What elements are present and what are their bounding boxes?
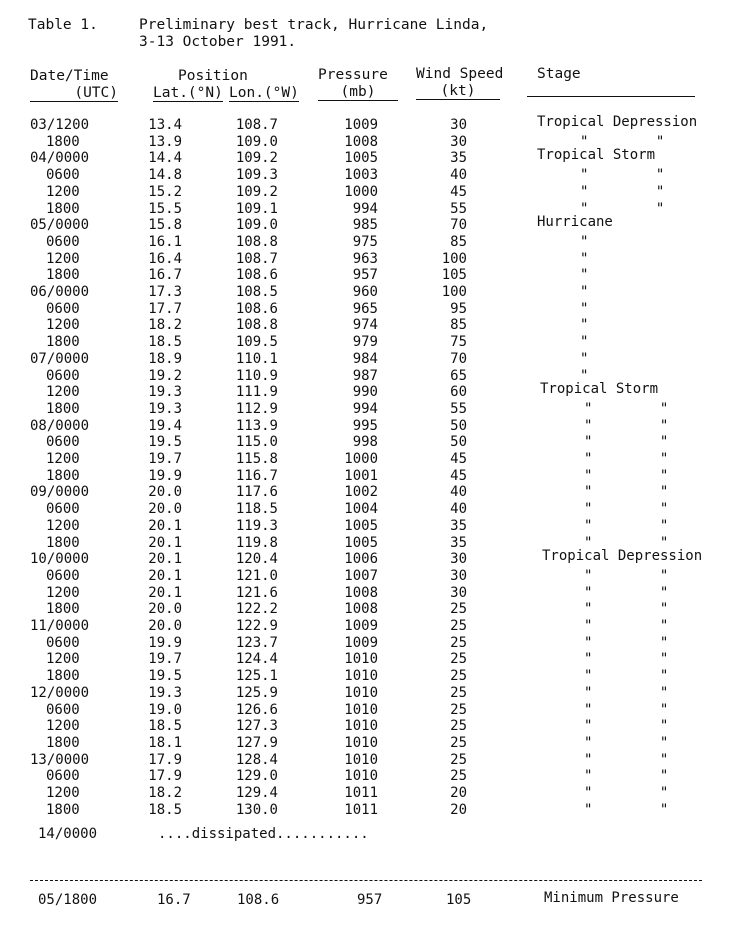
header-date-time: Date/Time	[30, 68, 109, 84]
cell-datetime: 1800	[46, 467, 80, 484]
cell-lat: 16.4	[148, 250, 182, 267]
cell-lon: 117.6	[235, 484, 278, 501]
cell-lon: 129.4	[235, 785, 278, 801]
cell-datetime: 0600	[46, 233, 80, 250]
cell-w: 25	[450, 601, 467, 618]
cell-datetime: 1800	[46, 200, 80, 217]
cell-datetime: 0600	[46, 300, 80, 317]
cell-stage-ditto: " "	[584, 734, 669, 751]
header-mb: (mb)	[318, 84, 398, 101]
cell-datetime: 1200	[46, 183, 80, 200]
cell-lat: 15.2	[148, 183, 182, 200]
cell-datetime: 1200	[46, 785, 80, 801]
cell-datetime: 1800	[46, 601, 80, 618]
cell-stage: Tropical Depression	[542, 548, 703, 565]
cell-w: 30	[450, 584, 467, 601]
cell-datetime: 06/0000	[30, 284, 90, 300]
cell-lat: 15.8	[148, 217, 182, 234]
cell-lat: 17.9	[148, 751, 182, 768]
cell-lon: 130.0	[235, 801, 278, 818]
cell-lon: 121.6	[235, 584, 278, 601]
table-title-line1: Preliminary best track, Hurricane Linda,	[139, 17, 489, 33]
cell-stage-ditto: " "	[584, 651, 669, 668]
cell-datetime: 1800	[46, 668, 80, 685]
cell-w: 85	[450, 233, 467, 250]
cell-lat: 17.7	[148, 300, 182, 317]
cell-w: 25	[450, 634, 467, 651]
summary-divider	[30, 880, 702, 881]
cell-p: 1011	[344, 801, 378, 818]
cell-datetime: 08/0000	[30, 417, 90, 434]
cell-w: 25	[450, 701, 467, 718]
cell-p: 1004	[344, 501, 378, 518]
cell-w: 20	[450, 785, 467, 801]
header-stage: Stage	[537, 66, 581, 82]
cell-lon: 115.0	[235, 434, 278, 451]
cell-p: 1008	[344, 601, 378, 618]
cell-p: 1005	[344, 517, 378, 534]
cell-p: 965	[352, 300, 378, 317]
cell-datetime: 1800	[46, 801, 80, 818]
cell-p: 1007	[344, 567, 378, 584]
cell-lon: 109.0	[235, 133, 278, 150]
header-lat: Lat.(°N)	[153, 85, 223, 101]
cell-lon: 109.5	[235, 334, 278, 351]
cell-datetime: 11/0000	[30, 618, 90, 634]
cell-datetime: 1200	[46, 451, 80, 467]
cell-lat: 18.5	[148, 334, 182, 351]
cell-p: 1010	[344, 718, 378, 735]
cell-datetime: 1200	[46, 384, 80, 401]
cell-lat: 20.0	[148, 618, 182, 634]
cell-lat: 19.5	[148, 668, 182, 685]
cell-p: 1010	[344, 684, 378, 701]
cell-stage-ditto: " "	[584, 634, 669, 651]
cell-datetime: 03/1200	[30, 117, 90, 133]
cell-stage-ditto: " "	[584, 567, 669, 584]
cell-lon: 125.1	[235, 668, 278, 685]
cell-p: 1002	[344, 484, 378, 501]
cell-stage-ditto: "	[580, 334, 589, 351]
cell-lat: 13.4	[148, 117, 182, 133]
cell-w: 100	[441, 284, 467, 300]
cell-lat: 18.2	[148, 317, 182, 334]
cell-p: 979	[352, 334, 378, 351]
cell-lon: 110.1	[235, 350, 278, 367]
summary-lon: 108.6	[237, 892, 280, 908]
header-pressure: Pressure	[318, 67, 388, 83]
cell-p: 1003	[344, 167, 378, 184]
dissipated-datetime: 14/0000	[38, 826, 98, 842]
cell-p: 985	[352, 217, 378, 234]
cell-stage-ditto: " "	[584, 534, 669, 551]
cell-w: 25	[450, 651, 467, 668]
cell-stage: Tropical Storm	[537, 147, 656, 164]
header-lon: Lon.(°W)	[229, 85, 299, 101]
cell-lat: 19.5	[148, 434, 182, 451]
cell-lon: 112.9	[235, 400, 278, 417]
cell-stage-ditto: " "	[584, 718, 669, 735]
cell-stage-ditto: "	[580, 367, 589, 384]
cell-datetime: 1800	[46, 133, 80, 150]
table-title-line2: 3-13 October 1991.	[139, 34, 297, 50]
cell-lat: 15.5	[148, 200, 182, 217]
cell-w: 30	[450, 567, 467, 584]
cell-w: 105	[441, 267, 467, 284]
cell-p: 1008	[344, 133, 378, 150]
cell-lat: 18.9	[148, 350, 182, 367]
cell-lon: 109.0	[235, 217, 278, 234]
cell-lat: 18.1	[148, 734, 182, 751]
cell-stage-ditto: " "	[584, 701, 669, 718]
cell-p: 1000	[344, 451, 378, 467]
cell-p: 994	[352, 200, 378, 217]
cell-stage: Tropical Depression	[537, 114, 698, 130]
cell-stage-ditto: " "	[584, 684, 669, 701]
cell-lon: 109.3	[235, 167, 278, 184]
cell-lon: 119.3	[235, 517, 278, 534]
cell-lon: 121.0	[235, 567, 278, 584]
cell-lon: 108.6	[235, 267, 278, 284]
cell-datetime: 0600	[46, 701, 80, 718]
cell-lon: 108.8	[235, 233, 278, 250]
cell-w: 50	[450, 417, 467, 434]
cell-stage-ditto: " "	[584, 484, 669, 501]
cell-stage-ditto: "	[580, 317, 589, 334]
cell-lon: 126.6	[235, 701, 278, 718]
cell-lon: 108.8	[235, 317, 278, 334]
cell-stage-ditto: "	[580, 350, 589, 367]
table-label: Table 1.	[28, 17, 98, 33]
cell-datetime: 1200	[46, 584, 80, 601]
cell-datetime: 12/0000	[30, 684, 90, 701]
cell-datetime: 13/0000	[30, 751, 90, 768]
cell-w: 60	[450, 384, 467, 401]
cell-lon: 108.7	[235, 117, 278, 133]
cell-lat: 19.2	[148, 367, 182, 384]
cell-datetime: 07/0000	[30, 350, 90, 367]
cell-p: 1008	[344, 584, 378, 601]
cell-lat: 20.1	[148, 517, 182, 534]
cell-lon: 125.9	[235, 684, 278, 701]
cell-p: 974	[352, 317, 378, 334]
cell-p: 975	[352, 233, 378, 250]
cell-lon: 124.4	[235, 651, 278, 668]
cell-w: 40	[450, 484, 467, 501]
cell-lon: 109.2	[235, 150, 278, 167]
cell-stage-ditto: " "	[580, 183, 665, 200]
cell-p: 1009	[344, 618, 378, 634]
cell-w: 35	[450, 534, 467, 551]
cell-w: 50	[450, 434, 467, 451]
cell-stage-ditto: "	[580, 284, 589, 300]
cell-p: 1009	[344, 117, 378, 133]
cell-p: 957	[352, 267, 378, 284]
cell-w: 100	[441, 250, 467, 267]
cell-w: 75	[450, 334, 467, 351]
cell-p: 987	[352, 367, 378, 384]
cell-lon: 116.7	[235, 467, 278, 484]
summary-lat: 16.7	[157, 892, 191, 908]
cell-lat: 16.1	[148, 233, 182, 250]
cell-stage-ditto: " "	[584, 400, 669, 417]
header-wind-speed: Wind Speed	[416, 66, 504, 82]
cell-stage-ditto: " "	[580, 200, 665, 217]
cell-stage-ditto: "	[580, 233, 589, 250]
cell-lat: 19.3	[148, 384, 182, 401]
cell-lat: 20.0	[148, 501, 182, 518]
cell-p: 1010	[344, 668, 378, 685]
summary-wind: 105	[446, 892, 472, 908]
cell-w: 25	[450, 751, 467, 768]
cell-lat: 19.3	[148, 400, 182, 417]
cell-w: 55	[450, 200, 467, 217]
cell-lon: 113.9	[235, 417, 278, 434]
cell-p: 994	[352, 400, 378, 417]
cell-datetime: 1200	[46, 651, 80, 668]
cell-lon: 109.2	[235, 183, 278, 200]
cell-lon: 118.5	[235, 501, 278, 518]
cell-stage-ditto: "	[580, 250, 589, 267]
header-kt: (kt)	[416, 83, 500, 100]
cell-p: 1006	[344, 551, 378, 568]
cell-datetime: 0600	[46, 634, 80, 651]
cell-lat: 19.3	[148, 684, 182, 701]
cell-stage-ditto: " "	[580, 133, 665, 150]
cell-p: 984	[352, 350, 378, 367]
cell-w: 25	[450, 618, 467, 634]
cell-p: 1005	[344, 534, 378, 551]
cell-p: 1010	[344, 751, 378, 768]
cell-lon: 129.0	[235, 768, 278, 785]
cell-w: 65	[450, 367, 467, 384]
cell-p: 1000	[344, 183, 378, 200]
cell-lon: 109.1	[235, 200, 278, 217]
cell-lat: 20.0	[148, 601, 182, 618]
cell-stage-ditto: " "	[584, 601, 669, 618]
cell-lat: 19.4	[148, 417, 182, 434]
cell-lon: 119.8	[235, 534, 278, 551]
cell-p: 990	[352, 384, 378, 401]
cell-w: 35	[450, 517, 467, 534]
cell-stage-ditto: " "	[584, 517, 669, 534]
cell-w: 70	[450, 217, 467, 234]
cell-w: 45	[450, 467, 467, 484]
cell-w: 25	[450, 734, 467, 751]
header-position: Position	[178, 68, 248, 84]
cell-w: 70	[450, 350, 467, 367]
cell-stage-ditto: "	[580, 300, 589, 317]
cell-lon: 127.9	[235, 734, 278, 751]
cell-lon: 110.9	[235, 367, 278, 384]
cell-p: 1001	[344, 467, 378, 484]
cell-lat: 18.5	[148, 718, 182, 735]
cell-w: 55	[450, 400, 467, 417]
cell-stage: Hurricane	[537, 214, 613, 231]
cell-datetime: 04/0000	[30, 150, 90, 167]
cell-p: 1005	[344, 150, 378, 167]
dissipated-text: ....dissipated...........	[158, 826, 369, 842]
cell-lon: 122.2	[235, 601, 278, 618]
cell-lat: 20.1	[148, 534, 182, 551]
cell-lat: 18.5	[148, 801, 182, 818]
summary-pressure: 957	[357, 892, 383, 908]
cell-datetime: 0600	[46, 367, 80, 384]
cell-w: 25	[450, 768, 467, 785]
cell-w: 30	[450, 117, 467, 133]
cell-p: 998	[352, 434, 378, 451]
cell-w: 30	[450, 551, 467, 568]
cell-stage-ditto: " "	[580, 167, 665, 184]
cell-lon: 108.6	[235, 300, 278, 317]
cell-datetime: 0600	[46, 501, 80, 518]
cell-w: 40	[450, 167, 467, 184]
cell-lat: 18.2	[148, 785, 182, 801]
cell-lon: 120.4	[235, 551, 278, 568]
cell-lat: 19.7	[148, 651, 182, 668]
cell-w: 95	[450, 300, 467, 317]
cell-datetime: 1800	[46, 400, 80, 417]
cell-stage-ditto: " "	[584, 618, 669, 634]
cell-w: 25	[450, 668, 467, 685]
cell-p: 1010	[344, 734, 378, 751]
cell-w: 40	[450, 501, 467, 518]
cell-stage-ditto: " "	[584, 785, 669, 801]
cell-p: 960	[352, 284, 378, 300]
cell-p: 1009	[344, 634, 378, 651]
cell-lat: 13.9	[148, 133, 182, 150]
cell-datetime: 09/0000	[30, 484, 90, 501]
cell-w: 20	[450, 801, 467, 818]
stage-underline	[527, 96, 695, 97]
cell-lon: 115.8	[235, 451, 278, 467]
cell-w: 25	[450, 718, 467, 735]
cell-datetime: 1200	[46, 718, 80, 735]
cell-lat: 20.1	[148, 567, 182, 584]
cell-lat: 16.7	[148, 267, 182, 284]
cell-datetime: 1800	[46, 534, 80, 551]
cell-lon: 111.9	[235, 384, 278, 401]
cell-datetime: 0600	[46, 167, 80, 184]
cell-datetime: 0600	[46, 567, 80, 584]
cell-p: 995	[352, 417, 378, 434]
cell-stage-ditto: " "	[584, 417, 669, 434]
cell-lon: 123.7	[235, 634, 278, 651]
cell-datetime: 10/0000	[30, 551, 90, 568]
cell-stage-ditto: " "	[584, 451, 669, 467]
cell-p: 1010	[344, 768, 378, 785]
cell-stage-ditto: " "	[584, 434, 669, 451]
cell-stage-ditto: "	[580, 267, 589, 284]
cell-datetime: 1200	[46, 317, 80, 334]
cell-datetime: 1800	[46, 334, 80, 351]
summary-label: Minimum Pressure	[544, 890, 679, 906]
cell-datetime: 1800	[46, 267, 80, 284]
cell-stage-ditto: " "	[584, 801, 669, 818]
cell-lat: 20.1	[148, 551, 182, 568]
cell-lat: 20.1	[148, 584, 182, 601]
cell-w: 35	[450, 150, 467, 167]
cell-p: 1010	[344, 701, 378, 718]
cell-w: 30	[450, 133, 467, 150]
cell-lat: 14.4	[148, 150, 182, 167]
cell-lon: 128.4	[235, 751, 278, 768]
cell-lon: 108.5	[235, 284, 278, 300]
cell-w: 85	[450, 317, 467, 334]
cell-datetime: 05/0000	[30, 217, 90, 234]
cell-lon: 127.3	[235, 718, 278, 735]
header-utc: (UTC)	[30, 85, 118, 102]
cell-lon: 108.7	[235, 250, 278, 267]
cell-stage-ditto: " "	[584, 768, 669, 785]
cell-stage-ditto: " "	[584, 668, 669, 685]
cell-datetime: 1200	[46, 517, 80, 534]
cell-lon: 122.9	[235, 618, 278, 634]
cell-w: 45	[450, 451, 467, 467]
cell-w: 25	[450, 684, 467, 701]
cell-w: 45	[450, 183, 467, 200]
cell-p: 1010	[344, 651, 378, 668]
cell-datetime: 0600	[46, 768, 80, 785]
cell-datetime: 1800	[46, 734, 80, 751]
cell-stage-ditto: " "	[584, 501, 669, 518]
cell-lat: 19.0	[148, 701, 182, 718]
cell-lat: 17.3	[148, 284, 182, 300]
cell-stage-ditto: " "	[584, 584, 669, 601]
cell-lat: 14.8	[148, 167, 182, 184]
cell-lat: 17.9	[148, 768, 182, 785]
cell-datetime: 0600	[46, 434, 80, 451]
cell-lat: 19.7	[148, 451, 182, 467]
cell-lat: 20.0	[148, 484, 182, 501]
cell-p: 963	[352, 250, 378, 267]
cell-stage: Tropical Storm	[540, 381, 659, 398]
cell-p: 1011	[344, 785, 378, 801]
cell-stage-ditto: " "	[584, 467, 669, 484]
summary-datetime: 05/1800	[38, 892, 98, 908]
cell-datetime: 1200	[46, 250, 80, 267]
cell-stage-ditto: " "	[584, 751, 669, 768]
cell-lat: 19.9	[148, 634, 182, 651]
cell-lat: 19.9	[148, 467, 182, 484]
